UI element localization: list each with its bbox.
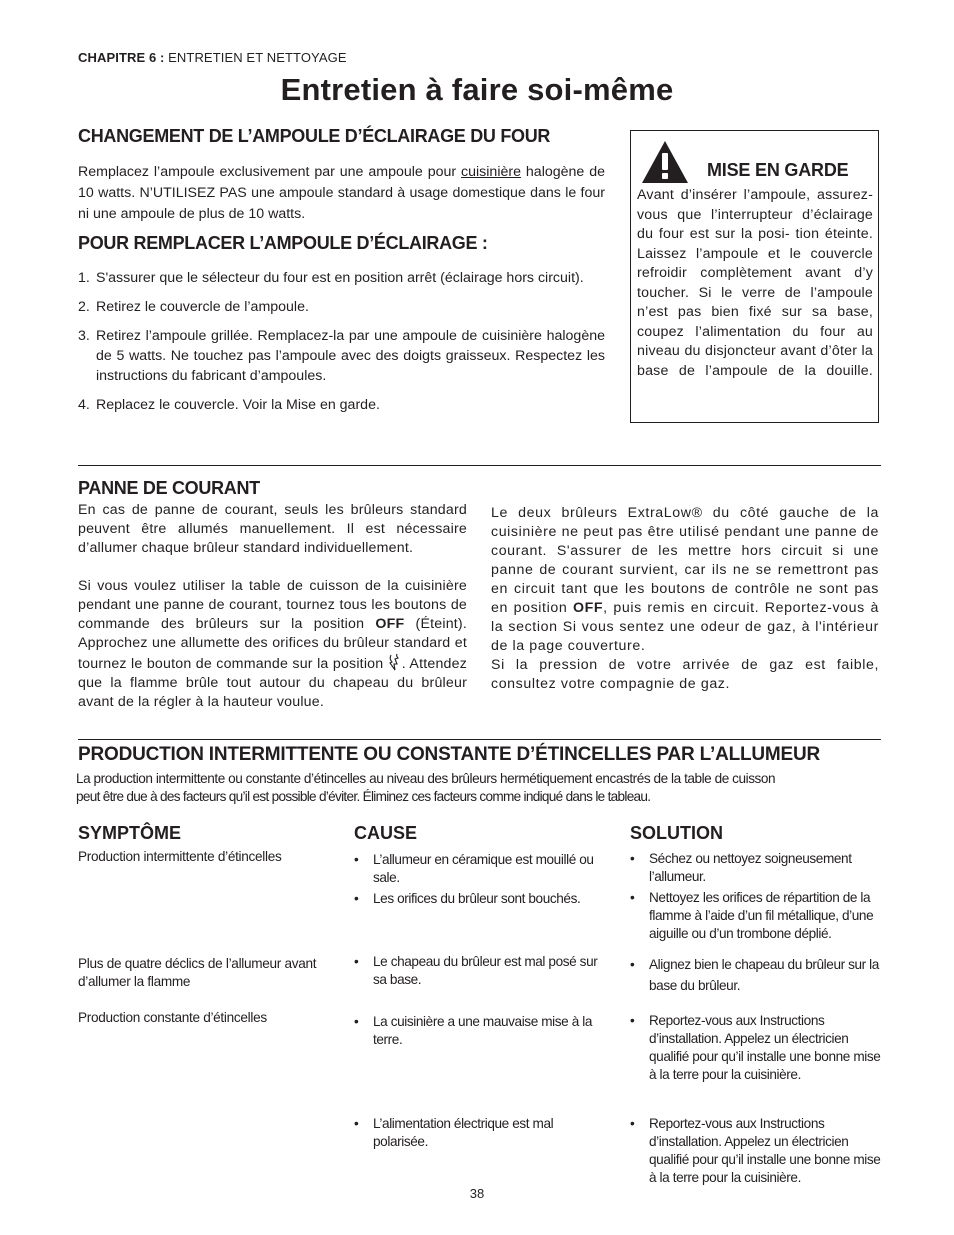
symptom-cell: Production constante d’étincelles <box>78 1010 267 1025</box>
bulb-step: 4. Replacez le couvercle. Voir la Mise en garde. <box>78 397 380 413</box>
solution-item: • Nettoyez les orifices de répartition de la flamme à l’aide d’un fil métallique, d’une aiguille ou d’un trombone déplié. <box>630 890 874 941</box>
bulb-step: 3. Retirez l’ampoule grillée. Remplacez-la par une ampoule de cuisinière halogène de 5 watts. Ne touchez pas l’ampoule avec des doigts graisseux. Respectez les instructions du fabricant d’ampoules. <box>78 328 605 384</box>
section-divider <box>78 465 881 466</box>
spark-section-heading: PRODUCTION INTERMITTENTE OU CONSTANTE D’ÉTINCELLES PAR L’ALLUMEUR <box>78 744 821 765</box>
symptom-cell: Plus de quatre déclics de l’allumeur avant d’allumer la flamme <box>78 956 317 989</box>
cause-item: • L’allumeur en céramique est mouillé ou sale. <box>354 852 594 885</box>
bulb-section-heading: CHANGEMENT DE L’AMPOULE D’ÉCLAIRAGE DU FOUR <box>78 126 551 146</box>
solution-item: • Reportez-vous aux Instructions d’installation. Appelez un électricien qualifié pour qu’il installe une bonne mise à la terre pour la cuisinière. <box>630 1116 881 1185</box>
bulb-replace-heading: POUR REMPLACER L’AMPOULE D’ÉCLAIRAGE : <box>78 233 488 253</box>
page-number: 38 <box>469 1186 485 1201</box>
power-failure-right-column <box>491 504 879 694</box>
power-failure-paragraph: Si vous voulez utiliser la table de cuisson de la cuisinière pendant une panne de courant, tournez tous les boutons de commande des brûleurs sur la position OFF (Éteint). Approchez une allumette des orifices du brûleur standard et tournez le bouton de commande sur la position . Attendez que la flamme brûle tout autour du chapeau du brûleur avant de la régler à la hauteur voulue. <box>78 578 468 710</box>
warning-text: Avant d’insérer l’ampoule, assurez-vous que l’interrupteur d’éclairage du four est sur la posi- tion éteinte. Laissez l’ampoule et le couvercle refroidir complètement avant d’y toucher. Si le verre de l’ampoule n’est pas bien fixé sur sa base, coupez l’alimentation du four au niveau du disjoncteur avant d’ôter la base de l’ampoule de la douille. <box>637 187 873 379</box>
warning-triangle-icon <box>641 140 689 184</box>
solution-item: • Séchez ou nettoyez soigneusement l’allumeur. <box>630 851 852 884</box>
bulb-step: 2. Retirez le couvercle de l’ampoule. <box>78 299 309 315</box>
bulb-intro-paragraph: Remplacez l’ampoule exclusivement par une ampoule pour cuisinière halogène de 10 watts. N’UTILISEZ PAS une ampoule standard à usage domestique dans le four ni une ampoule de plus de 10 watts. <box>78 164 605 222</box>
solution-item: • Alignez bien le chapeau du brûleur sur la base du brûleur. <box>630 957 879 993</box>
column-header-cause: CAUSE <box>354 823 418 843</box>
warning-box <box>630 130 879 423</box>
column-header-solution: SOLUTION <box>630 823 723 843</box>
solution-item: • Reportez-vous aux Instructions d’installation. Appelez un électricien qualifié pour qu’il installe une bonne mise à la terre pour la cuisinière. <box>630 1013 881 1082</box>
cause-item: • L’alimentation électrique est mal polarisée. <box>354 1116 554 1149</box>
bulb-step: 1. S'assurer que le sélecteur du four est en position arrêt (éclairage hors circuit). <box>78 270 584 286</box>
column-header-symptom: SYMPTÔME <box>78 823 182 843</box>
ignite-symbol-icon <box>388 653 402 671</box>
power-failure-paragraph: Si la pression de votre arrivée de gaz est faible, consultez votre compagnie de gaz. <box>491 657 879 692</box>
bulb-steps-list <box>78 268 605 424</box>
spark-intro: La production intermittente ou constante d’étincelles au niveau des brûleurs hermétiquement encastrés de la table de cuisson peut être due à des facteurs qu’il est possible d’éviter. Éliminez ces facteurs comme indiqué dans le tableau. <box>76 771 776 804</box>
page-title: Entretien à faire soi-même <box>280 72 674 107</box>
cause-item: • La cuisinière a une mauvaise mise à la terre. <box>354 1014 593 1047</box>
symptom-cell: Production intermittente d’étincelles <box>78 849 282 864</box>
cause-item: • Le chapeau du brûleur est mal posé sur sa base. <box>354 954 598 987</box>
cause-item: • Les orifices du brûleur sont bouchés. <box>354 891 581 906</box>
section-divider <box>78 739 881 740</box>
power-failure-paragraph: En cas de panne de courant, seuls les brûleurs standard peuvent être allumés manuellement. Il est nécessaire d’allumer chaque brûleur standard individuellement. <box>78 502 467 556</box>
power-failure-heading: PANNE DE COURANT <box>78 478 260 498</box>
power-failure-left-column <box>78 501 467 712</box>
power-failure-paragraph: Le deux brûleurs ExtraLow® du côté gauche de la cuisinière ne peut pas être utilisé pendant une panne de courant. S'assurer de les mettre hors circuit si une panne de courant survient, car ils ne se remettront pas en circuit tant que les boutons de contrôle ne sont pas en position OFF, puis remis en circuit. Reportez-vous à la section Si vous sentez une odeur de gaz, à l'intérieur de la page couverture. <box>491 505 879 654</box>
warning-title: MISE EN GARDE <box>707 160 849 180</box>
chapter-label: CHAPITRE 6 : ENTRETIEN ET NETTOYAGE <box>78 50 347 65</box>
